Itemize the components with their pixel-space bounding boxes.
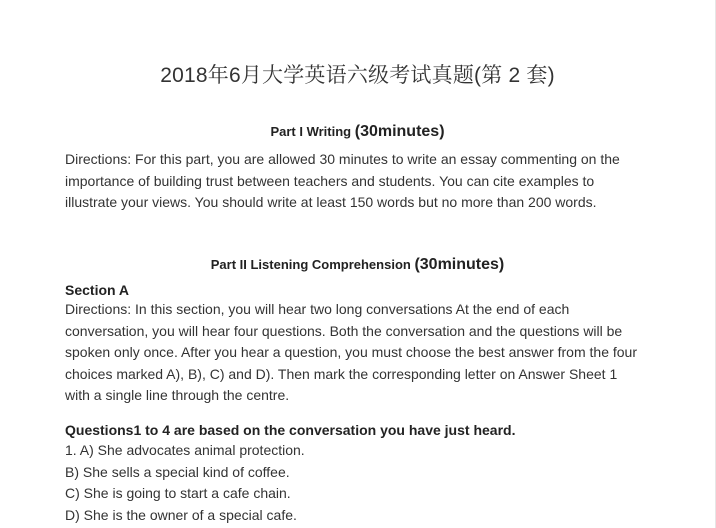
part2-duration: (30minutes) bbox=[414, 256, 505, 273]
part1-duration: (30minutes) bbox=[354, 123, 445, 140]
list-item: D) She is the owner of a special cafe. bbox=[65, 506, 297, 523]
question1-options bbox=[65, 440, 645, 526]
list-item: C) She is going to start a cafe chain. bbox=[65, 485, 291, 501]
part2-heading-label: Part II Listening Comprehension bbox=[210, 257, 411, 272]
list-item: B) She sells a special kind of coffee. bbox=[65, 463, 290, 480]
section-a-label: Section A bbox=[65, 282, 130, 298]
part1-heading bbox=[65, 121, 650, 143]
part2-heading bbox=[65, 254, 650, 276]
list-item: 1. A) She advocates animal protection. bbox=[65, 442, 305, 458]
section-a-directions: Directions: In this section, you will hear two long conversations At the end of each conversation, you will hear four questions. Both the conversation and the questions will be spoken only once. After you hear a question, you must choose the best answer from the four choices marked A), B), C) and D). Then mark the corresponding letter on Answer Sheet 1 with a single line through the centre. bbox=[65, 301, 637, 403]
part1-heading-label: Part I Writing bbox=[270, 124, 352, 139]
document-title: 2018年6月大学英语六级考试真题(第 2 套) bbox=[160, 64, 555, 87]
questions-intro: Questions1 to 4 are based on the conversation you have just heard. bbox=[65, 422, 516, 438]
part1-directions: Directions: For this part, you are allowed 30 minutes to write an essay commenting on the importance of building trust between teachers and students. You can cite examples to illustrate your views. You should write at least 150 words but no more than 200 words. bbox=[65, 151, 620, 210]
